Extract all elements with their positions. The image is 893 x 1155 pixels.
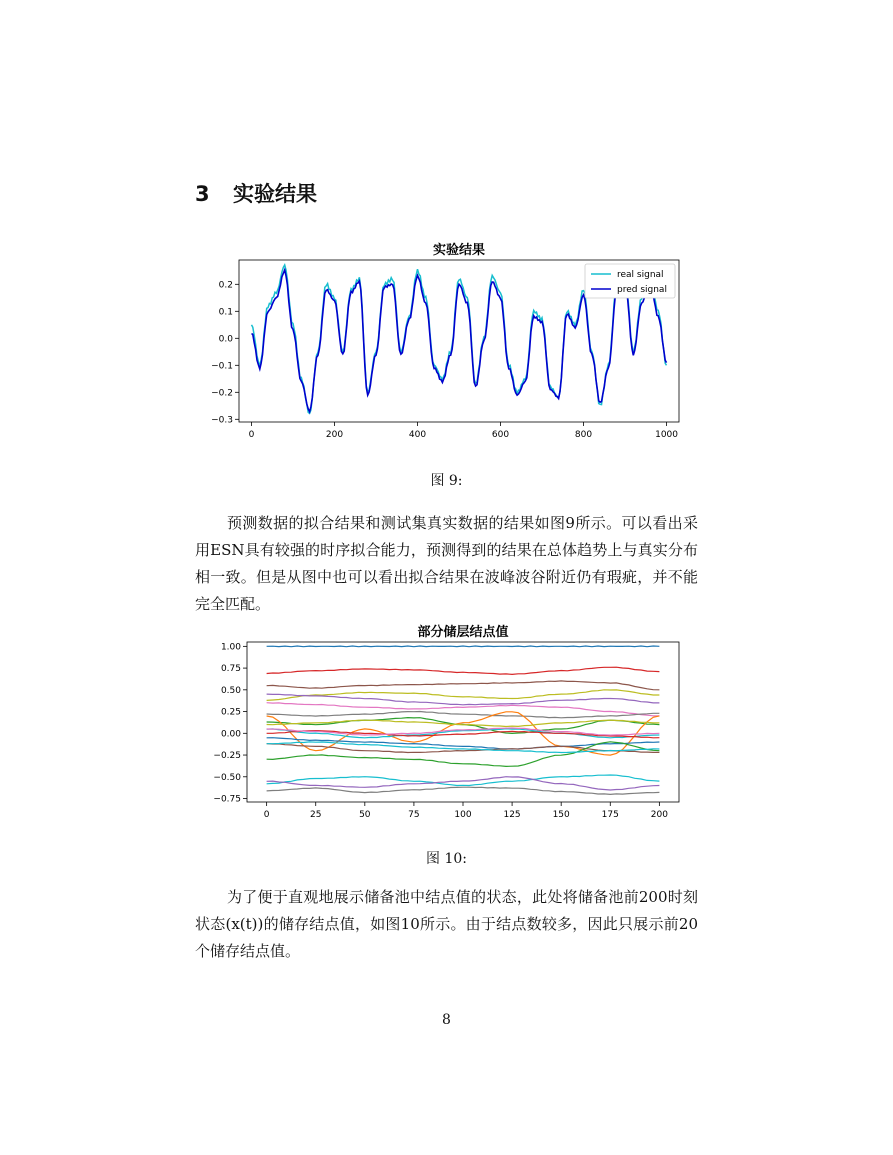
page-number: 8 [442,1012,451,1028]
x-tick-label: 100 [454,810,472,820]
x-tick-label: 50 [359,810,371,820]
x-tick-label: 1000 [655,430,679,440]
x-tick-label: 400 [408,430,427,440]
y-tick-label: 0.75 [220,664,241,675]
x-tick-label: 75 [408,810,420,820]
paragraph-1: 预测数据的拟合结果和测试集真实数据的结果如图9所示。可以看出采用ESN具有较强的时序拟合能力，预测得到的结果在总体趋势上与真实分布相一致。但是从图中也可以看出拟合结果在波峰波谷附近仍有瑕疵，并不能完全匹配。 [195,514,698,613]
y-tick-label: −0.50 [213,772,241,783]
y-tick-label: −0.75 [213,794,241,805]
chart-reservoir-nodes [195,622,695,822]
chart-experiment-results [195,240,695,445]
x-tick-label: 600 [491,430,510,440]
section-number: 3 [195,182,210,206]
figure-9-caption: 图 9: [430,473,463,489]
x-tick-label: 175 [601,810,619,820]
figure-10 [195,622,695,822]
paragraph-2: 为了便于直观地展示储备池中结点值的状态，此处将储备池前200时刻状态(x(t))的储存结点值，如图10所示。由于结点数较多，因此只展示前20个储存结点值。 [195,888,698,960]
y-tick-label: 1.00 [220,642,241,653]
series-line-node-20 [267,720,660,726]
y-tick-label: 0.25 [220,707,241,718]
series-line-node-7 [267,712,660,718]
x-tick-label: 0 [248,430,255,440]
y-tick-label: −0.1 [211,361,233,372]
series-line-node-16 [267,775,660,786]
y-tick-label: 0.2 [218,280,233,291]
legend-label: real signal [617,270,664,280]
series-line-node-5 [267,694,660,705]
section-title: 实验结果 [233,182,317,206]
x-tick-label: 125 [503,810,521,820]
section-heading [195,178,317,208]
figure-10-caption: 图 10: [426,851,467,867]
figure-9 [195,240,695,445]
x-tick-label: 200 [650,810,668,820]
series-line-node-2 [267,667,660,674]
x-tick-label: 150 [552,810,570,820]
series-line-node-3 [267,681,660,690]
series-line-node-18 [267,787,660,794]
chart-title: 实验结果 [432,243,486,258]
legend-label: pred signal [617,285,667,295]
series-line-node-1 [267,646,660,647]
x-tick-label: 0 [263,810,270,820]
y-tick-label: 0.1 [218,307,233,318]
x-tick-label: 25 [310,810,322,820]
y-tick-label: 0.00 [220,729,241,740]
y-tick-label: −0.3 [211,415,233,426]
y-tick-label: −0.25 [213,751,241,762]
y-tick-label: 0.0 [218,334,233,345]
y-tick-label: 0.50 [220,685,241,696]
y-tick-label: −0.2 [211,388,233,399]
x-tick-label: 800 [574,430,593,440]
chart-title: 部分储层结点值 [417,625,509,640]
x-tick-label: 200 [325,430,344,440]
